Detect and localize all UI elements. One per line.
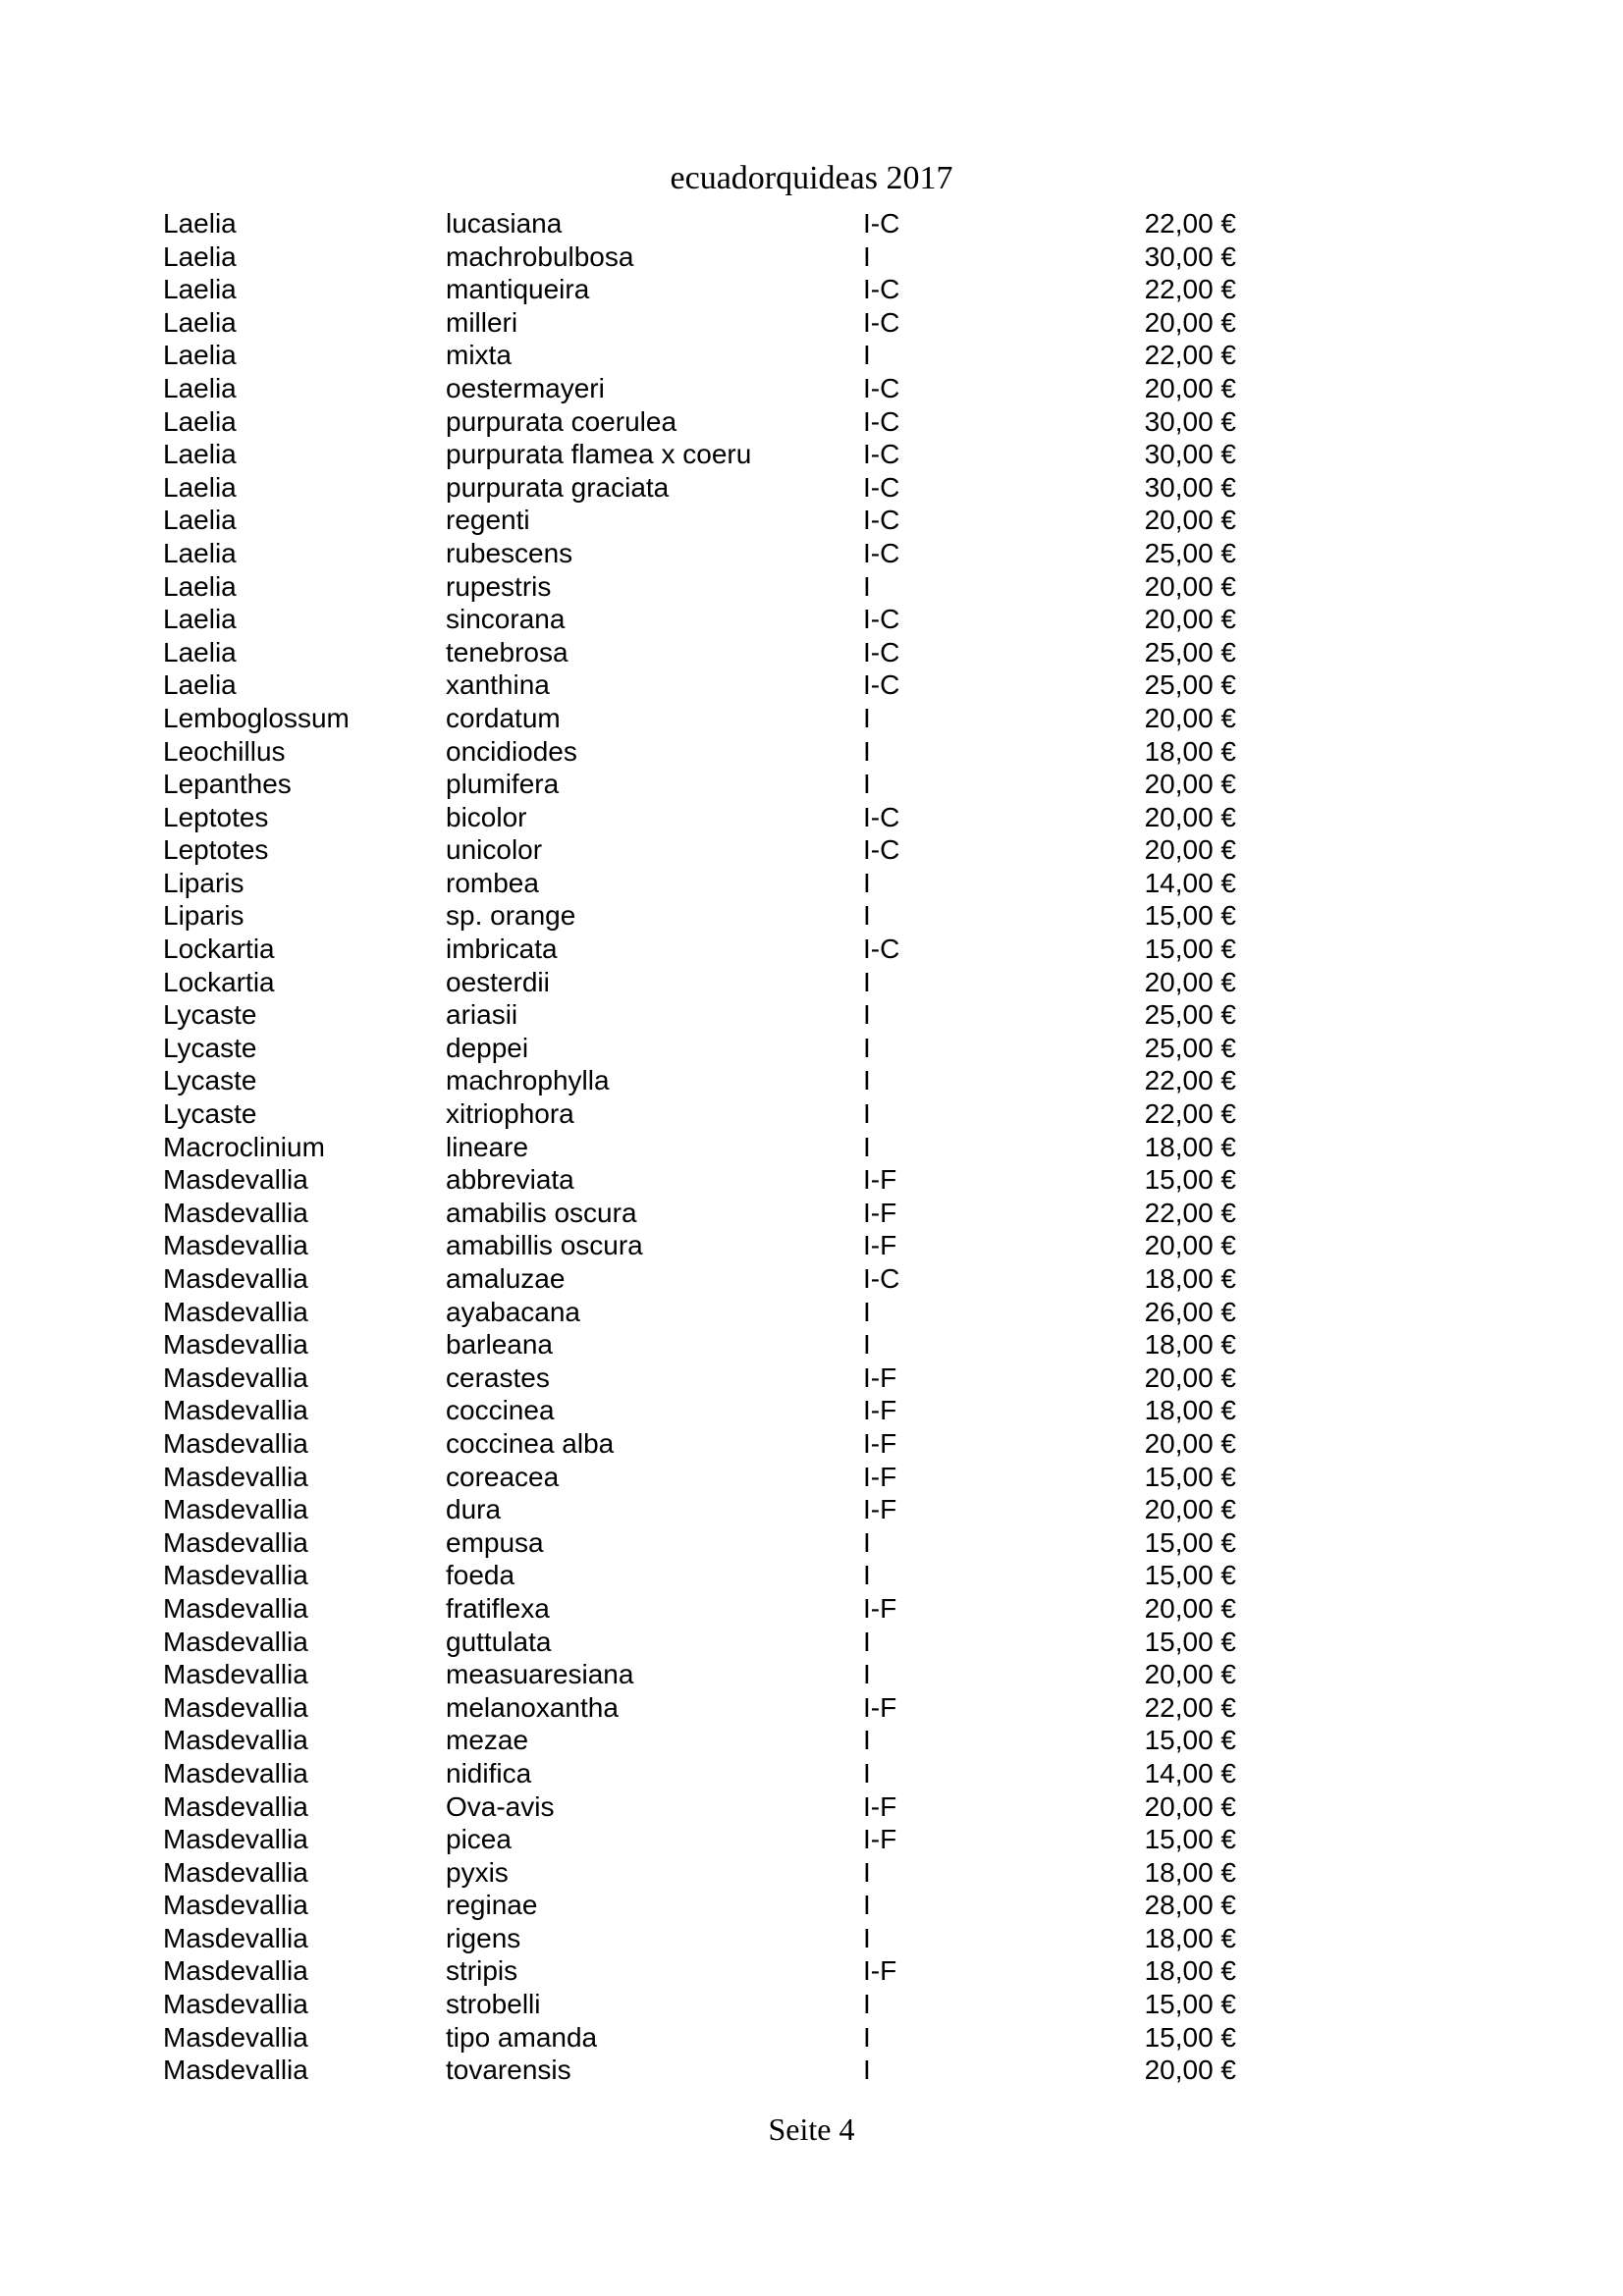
table-row xyxy=(0,1724,1623,1757)
price-cell: 20,00 € xyxy=(1144,1659,1236,1690)
table-row xyxy=(0,933,1623,966)
table-row xyxy=(0,1229,1623,1262)
genus-cell: Laelia xyxy=(163,439,237,470)
code-cell: I-F xyxy=(863,1691,897,1723)
genus-cell: Masdevallia xyxy=(163,1560,308,1591)
price-cell: 15,00 € xyxy=(1144,1560,1236,1591)
species-cell: rupestris xyxy=(446,570,552,602)
species-cell: purpurata flamea x coeru xyxy=(446,439,752,470)
species-cell: tenebrosa xyxy=(446,636,568,667)
price-cell: 25,00 € xyxy=(1144,537,1236,568)
price-cell: 30,00 € xyxy=(1144,439,1236,470)
table-row xyxy=(0,768,1623,801)
table-row xyxy=(0,1922,1623,1955)
price-cell: 20,00 € xyxy=(1144,1230,1236,1261)
price-cell: 18,00 € xyxy=(1144,1922,1236,1953)
species-cell: oncidiodes xyxy=(446,735,577,767)
genus-cell: Masdevallia xyxy=(163,1362,308,1393)
table-row xyxy=(0,1097,1623,1131)
price-cell: 15,00 € xyxy=(1144,1989,1236,2020)
code-cell: I xyxy=(863,1526,871,1558)
genus-cell: Masdevallia xyxy=(163,1461,308,1492)
species-cell: milleri xyxy=(446,306,518,338)
species-cell: ayabacana xyxy=(446,1296,581,1327)
table-row xyxy=(0,1394,1623,1427)
genus-cell: Masdevallia xyxy=(163,1626,308,1657)
genus-cell: Masdevallia xyxy=(163,1790,308,1822)
code-cell: I-C xyxy=(863,834,900,866)
species-cell: mantiqueira xyxy=(446,274,590,305)
table-row xyxy=(0,1626,1623,1659)
price-cell: 15,00 € xyxy=(1144,1461,1236,1492)
genus-cell: Laelia xyxy=(163,570,237,602)
price-cell: 15,00 € xyxy=(1144,900,1236,932)
species-cell: plumifera xyxy=(446,769,560,800)
genus-cell: Laelia xyxy=(163,636,237,667)
species-cell: unicolor xyxy=(446,834,543,866)
genus-cell: Laelia xyxy=(163,405,237,437)
table-row xyxy=(0,372,1623,405)
genus-cell: Leptotes xyxy=(163,801,269,832)
code-cell: I xyxy=(863,1725,871,1756)
table-row xyxy=(0,636,1623,669)
table-row xyxy=(0,504,1623,537)
price-cell: 25,00 € xyxy=(1144,636,1236,667)
table-row xyxy=(0,1296,1623,1329)
species-cell: tovarensis xyxy=(446,2055,571,2086)
code-cell: I-C xyxy=(863,306,900,338)
species-cell: purpurata graciata xyxy=(446,471,670,503)
price-table xyxy=(0,207,1623,2087)
price-cell: 22,00 € xyxy=(1144,340,1236,371)
species-cell: coccinea alba xyxy=(446,1427,615,1459)
species-cell: abbreviata xyxy=(446,1164,574,1196)
code-cell: I xyxy=(863,999,871,1031)
price-cell: 22,00 € xyxy=(1144,1197,1236,1228)
genus-cell: Leptotes xyxy=(163,834,269,866)
code-cell: I-F xyxy=(863,1790,897,1822)
price-cell: 22,00 € xyxy=(1144,208,1236,239)
genus-cell: Lepanthes xyxy=(163,769,292,800)
code-cell: I-C xyxy=(863,934,900,965)
code-cell: I-F xyxy=(863,1362,897,1393)
table-row xyxy=(0,1362,1623,1395)
code-cell: I xyxy=(863,1659,871,1690)
code-cell: I xyxy=(863,769,871,800)
code-cell: I xyxy=(863,867,871,898)
species-cell: machrobulbosa xyxy=(446,240,634,272)
page-number: Seite 4 xyxy=(768,2111,855,2147)
genus-cell: Masdevallia xyxy=(163,1989,308,2020)
table-row xyxy=(0,867,1623,900)
code-cell: I xyxy=(863,900,871,932)
table-row xyxy=(0,1691,1623,1725)
code-cell: I xyxy=(863,1065,871,1096)
species-cell: strobelli xyxy=(446,1989,541,2020)
species-cell: xanthina xyxy=(446,669,550,701)
genus-cell: Lycaste xyxy=(163,1032,257,1063)
species-cell: Ova-avis xyxy=(446,1790,555,1822)
table-row xyxy=(0,207,1623,240)
species-cell: tipo amanda xyxy=(446,2021,598,2053)
table-row xyxy=(0,1197,1623,1230)
code-cell: I-C xyxy=(863,372,900,403)
table-row xyxy=(0,1658,1623,1691)
genus-cell: Lycaste xyxy=(163,999,257,1031)
species-cell: cerastes xyxy=(446,1362,550,1393)
price-cell: 18,00 € xyxy=(1144,1131,1236,1162)
species-cell: regenti xyxy=(446,505,530,536)
table-row xyxy=(0,1889,1623,1922)
price-cell: 20,00 € xyxy=(1144,306,1236,338)
table-row xyxy=(0,1526,1623,1560)
price-cell: 15,00 € xyxy=(1144,2021,1236,2053)
genus-cell: Masdevallia xyxy=(163,1263,308,1294)
genus-cell: Liparis xyxy=(163,867,244,898)
page-title: ecuadorquideas 2017 xyxy=(670,160,953,196)
table-row xyxy=(0,273,1623,306)
table-row xyxy=(0,2054,1623,2087)
table-row xyxy=(0,1064,1623,1097)
code-cell: I xyxy=(863,1296,871,1327)
genus-cell: Lycaste xyxy=(163,1098,257,1130)
code-cell: I-C xyxy=(863,801,900,832)
genus-cell: Masdevallia xyxy=(163,1691,308,1723)
table-row xyxy=(0,998,1623,1032)
price-cell: 20,00 € xyxy=(1144,2055,1236,2086)
table-row xyxy=(0,405,1623,439)
genus-cell: Masdevallia xyxy=(163,1395,308,1426)
genus-cell: Masdevallia xyxy=(163,2055,308,2086)
price-cell: 18,00 € xyxy=(1144,1329,1236,1361)
price-cell: 22,00 € xyxy=(1144,1691,1236,1723)
price-cell: 20,00 € xyxy=(1144,801,1236,832)
code-cell: I-C xyxy=(863,636,900,667)
table-row xyxy=(0,1163,1623,1197)
price-cell: 18,00 € xyxy=(1144,1955,1236,1987)
species-cell: stripis xyxy=(446,1955,518,1987)
genus-cell: Masdevallia xyxy=(163,1197,308,1228)
genus-cell: Laelia xyxy=(163,669,237,701)
species-cell: machrophylla xyxy=(446,1065,610,1096)
genus-cell: Leochillus xyxy=(163,735,286,767)
price-cell: 15,00 € xyxy=(1144,1526,1236,1558)
price-cell: 18,00 € xyxy=(1144,1263,1236,1294)
genus-cell: Masdevallia xyxy=(163,1890,308,1921)
price-cell: 25,00 € xyxy=(1144,1032,1236,1063)
price-cell: 20,00 € xyxy=(1144,1592,1236,1624)
table-row xyxy=(0,899,1623,933)
price-cell: 30,00 € xyxy=(1144,405,1236,437)
code-cell: I-F xyxy=(863,1592,897,1624)
code-cell: I-F xyxy=(863,1197,897,1228)
code-cell: I xyxy=(863,1329,871,1361)
table-row xyxy=(0,306,1623,340)
genus-cell: Masdevallia xyxy=(163,1230,308,1261)
species-cell: empusa xyxy=(446,1526,544,1558)
table-row xyxy=(0,537,1623,570)
species-cell: mezae xyxy=(446,1725,529,1756)
table-row xyxy=(0,1954,1623,1988)
species-cell: imbricata xyxy=(446,934,558,965)
table-row xyxy=(0,1790,1623,1824)
species-cell: sp. orange xyxy=(446,900,576,932)
table-row xyxy=(0,471,1623,505)
species-cell: lucasiana xyxy=(446,208,563,239)
species-cell: coreacea xyxy=(446,1461,560,1492)
table-row xyxy=(0,1461,1623,1494)
table-row xyxy=(0,1559,1623,1592)
species-cell: mixta xyxy=(446,340,512,371)
price-cell: 15,00 € xyxy=(1144,1626,1236,1657)
code-cell: I xyxy=(863,340,871,371)
species-cell: foeda xyxy=(446,1560,515,1591)
code-cell: I-C xyxy=(863,274,900,305)
genus-cell: Masdevallia xyxy=(163,1592,308,1624)
table-row xyxy=(0,1328,1623,1362)
table-row xyxy=(0,1131,1623,1164)
code-cell: I-C xyxy=(863,1263,900,1294)
genus-cell: Laelia xyxy=(163,471,237,503)
code-cell: I xyxy=(863,1757,871,1789)
code-cell: I-F xyxy=(863,1824,897,1855)
price-cell: 22,00 € xyxy=(1144,1065,1236,1096)
species-cell: rigens xyxy=(446,1922,521,1953)
genus-cell: Masdevallia xyxy=(163,1856,308,1888)
genus-cell: Laelia xyxy=(163,505,237,536)
price-cell: 25,00 € xyxy=(1144,669,1236,701)
species-cell: dura xyxy=(446,1494,502,1525)
code-cell: I xyxy=(863,1626,871,1657)
table-row xyxy=(0,1757,1623,1790)
price-cell: 15,00 € xyxy=(1144,1725,1236,1756)
species-cell: ariasii xyxy=(446,999,518,1031)
code-cell: I-F xyxy=(863,1395,897,1426)
genus-cell: Laelia xyxy=(163,306,237,338)
price-cell: 20,00 € xyxy=(1144,1494,1236,1525)
code-cell: I xyxy=(863,570,871,602)
table-row xyxy=(0,570,1623,604)
price-cell: 28,00 € xyxy=(1144,1890,1236,1921)
genus-cell: Liparis xyxy=(163,900,244,932)
species-cell: measuaresiana xyxy=(446,1659,634,1690)
genus-cell: Lycaste xyxy=(163,1065,257,1096)
price-cell: 30,00 € xyxy=(1144,471,1236,503)
price-cell: 25,00 € xyxy=(1144,999,1236,1031)
species-cell: fratiflexa xyxy=(446,1592,550,1624)
price-cell: 26,00 € xyxy=(1144,1296,1236,1327)
table-row xyxy=(0,1262,1623,1296)
code-cell: I xyxy=(863,1560,871,1591)
species-cell: reginae xyxy=(446,1890,538,1921)
genus-cell: Laelia xyxy=(163,604,237,635)
table-row xyxy=(0,966,1623,999)
table-row xyxy=(0,2021,1623,2055)
species-cell: oestermayeri xyxy=(446,372,605,403)
genus-cell: Masdevallia xyxy=(163,1757,308,1789)
table-row xyxy=(0,339,1623,372)
code-cell: I xyxy=(863,2055,871,2086)
table-row xyxy=(0,1427,1623,1461)
table-row xyxy=(0,702,1623,735)
genus-cell: Masdevallia xyxy=(163,1824,308,1855)
species-cell: oesterdii xyxy=(446,966,550,997)
genus-cell: Lockartia xyxy=(163,966,275,997)
genus-cell: Masdevallia xyxy=(163,1164,308,1196)
price-cell: 22,00 € xyxy=(1144,274,1236,305)
species-cell: purpurata coerulea xyxy=(446,405,677,437)
code-cell: I xyxy=(863,1989,871,2020)
species-cell: deppei xyxy=(446,1032,529,1063)
code-cell: I xyxy=(863,240,871,272)
table-row xyxy=(0,240,1623,274)
code-cell: I-F xyxy=(863,1164,897,1196)
code-cell: I-F xyxy=(863,1230,897,1261)
species-cell: barleana xyxy=(446,1329,553,1361)
price-cell: 20,00 € xyxy=(1144,570,1236,602)
genus-cell: Masdevallia xyxy=(163,2021,308,2053)
genus-cell: Masdevallia xyxy=(163,1494,308,1525)
table-row xyxy=(0,801,1623,834)
species-cell: lineare xyxy=(446,1131,529,1162)
table-row xyxy=(0,1032,1623,1065)
price-cell: 15,00 € xyxy=(1144,934,1236,965)
table-row xyxy=(0,1493,1623,1526)
genus-cell: Masdevallia xyxy=(163,1725,308,1756)
code-cell: I-C xyxy=(863,471,900,503)
species-cell: melanoxantha xyxy=(446,1691,619,1723)
table-row xyxy=(0,668,1623,702)
genus-cell: Laelia xyxy=(163,372,237,403)
code-cell: I-C xyxy=(863,537,900,568)
species-cell: cordatum xyxy=(446,702,561,733)
price-cell: 18,00 € xyxy=(1144,1395,1236,1426)
code-cell: I xyxy=(863,1098,871,1130)
table-row xyxy=(0,735,1623,769)
table-row xyxy=(0,603,1623,636)
species-cell: coccinea xyxy=(446,1395,555,1426)
price-cell: 20,00 € xyxy=(1144,834,1236,866)
price-cell: 30,00 € xyxy=(1144,240,1236,272)
genus-cell: Masdevallia xyxy=(163,1659,308,1690)
genus-cell: Lockartia xyxy=(163,934,275,965)
price-cell: 20,00 € xyxy=(1144,505,1236,536)
species-cell: sincorana xyxy=(446,604,566,635)
code-cell: I-C xyxy=(863,669,900,701)
code-cell: I xyxy=(863,1131,871,1162)
price-cell: 18,00 € xyxy=(1144,1856,1236,1888)
code-cell: I xyxy=(863,702,871,733)
code-cell: I xyxy=(863,2021,871,2053)
genus-cell: Lemboglossum xyxy=(163,702,350,733)
table-row xyxy=(0,833,1623,867)
species-cell: bicolor xyxy=(446,801,527,832)
price-cell: 22,00 € xyxy=(1144,1098,1236,1130)
price-cell: 20,00 € xyxy=(1144,604,1236,635)
code-cell: I-F xyxy=(863,1955,897,1987)
genus-cell: Laelia xyxy=(163,240,237,272)
price-cell: 20,00 € xyxy=(1144,966,1236,997)
species-cell: amabilis oscura xyxy=(446,1197,637,1228)
species-cell: amabillis oscura xyxy=(446,1230,643,1261)
genus-cell: Masdevallia xyxy=(163,1955,308,1987)
price-cell: 14,00 € xyxy=(1144,867,1236,898)
price-cell: 20,00 € xyxy=(1144,1362,1236,1393)
code-cell: I-F xyxy=(863,1461,897,1492)
species-cell: picea xyxy=(446,1824,512,1855)
genus-cell: Masdevallia xyxy=(163,1922,308,1953)
price-cell: 14,00 € xyxy=(1144,1757,1236,1789)
code-cell: I xyxy=(863,966,871,997)
code-cell: I-C xyxy=(863,604,900,635)
table-row xyxy=(0,1856,1623,1890)
code-cell: I-C xyxy=(863,505,900,536)
species-cell: xitriophora xyxy=(446,1098,574,1130)
code-cell: I-C xyxy=(863,439,900,470)
table-row xyxy=(0,1988,1623,2021)
table-row xyxy=(0,1592,1623,1626)
species-cell: amaluzae xyxy=(446,1263,566,1294)
genus-cell: Laelia xyxy=(163,274,237,305)
price-cell: 20,00 € xyxy=(1144,769,1236,800)
species-cell: rubescens xyxy=(446,537,573,568)
genus-cell: Masdevallia xyxy=(163,1526,308,1558)
species-cell: guttulata xyxy=(446,1626,552,1657)
code-cell: I-F xyxy=(863,1427,897,1459)
price-cell: 15,00 € xyxy=(1144,1824,1236,1855)
price-cell: 20,00 € xyxy=(1144,1427,1236,1459)
price-cell: 15,00 € xyxy=(1144,1164,1236,1196)
species-cell: nidifica xyxy=(446,1757,532,1789)
species-cell: rombea xyxy=(446,867,539,898)
table-row xyxy=(0,1823,1623,1856)
species-cell: pyxis xyxy=(446,1856,509,1888)
genus-cell: Macroclinium xyxy=(163,1131,325,1162)
code-cell: I-F xyxy=(863,1494,897,1525)
price-cell: 20,00 € xyxy=(1144,1790,1236,1822)
price-cell: 18,00 € xyxy=(1144,735,1236,767)
genus-cell: Laelia xyxy=(163,537,237,568)
genus-cell: Masdevallia xyxy=(163,1427,308,1459)
code-cell: I xyxy=(863,1856,871,1888)
genus-cell: Masdevallia xyxy=(163,1296,308,1327)
code-cell: I xyxy=(863,1032,871,1063)
code-cell: I xyxy=(863,1890,871,1921)
code-cell: I xyxy=(863,735,871,767)
price-cell: 20,00 € xyxy=(1144,702,1236,733)
genus-cell: Laelia xyxy=(163,208,237,239)
table-row xyxy=(0,438,1623,471)
code-cell: I-C xyxy=(863,208,900,239)
price-cell: 20,00 € xyxy=(1144,372,1236,403)
code-cell: I xyxy=(863,1922,871,1953)
genus-cell: Masdevallia xyxy=(163,1329,308,1361)
genus-cell: Laelia xyxy=(163,340,237,371)
code-cell: I-C xyxy=(863,405,900,437)
